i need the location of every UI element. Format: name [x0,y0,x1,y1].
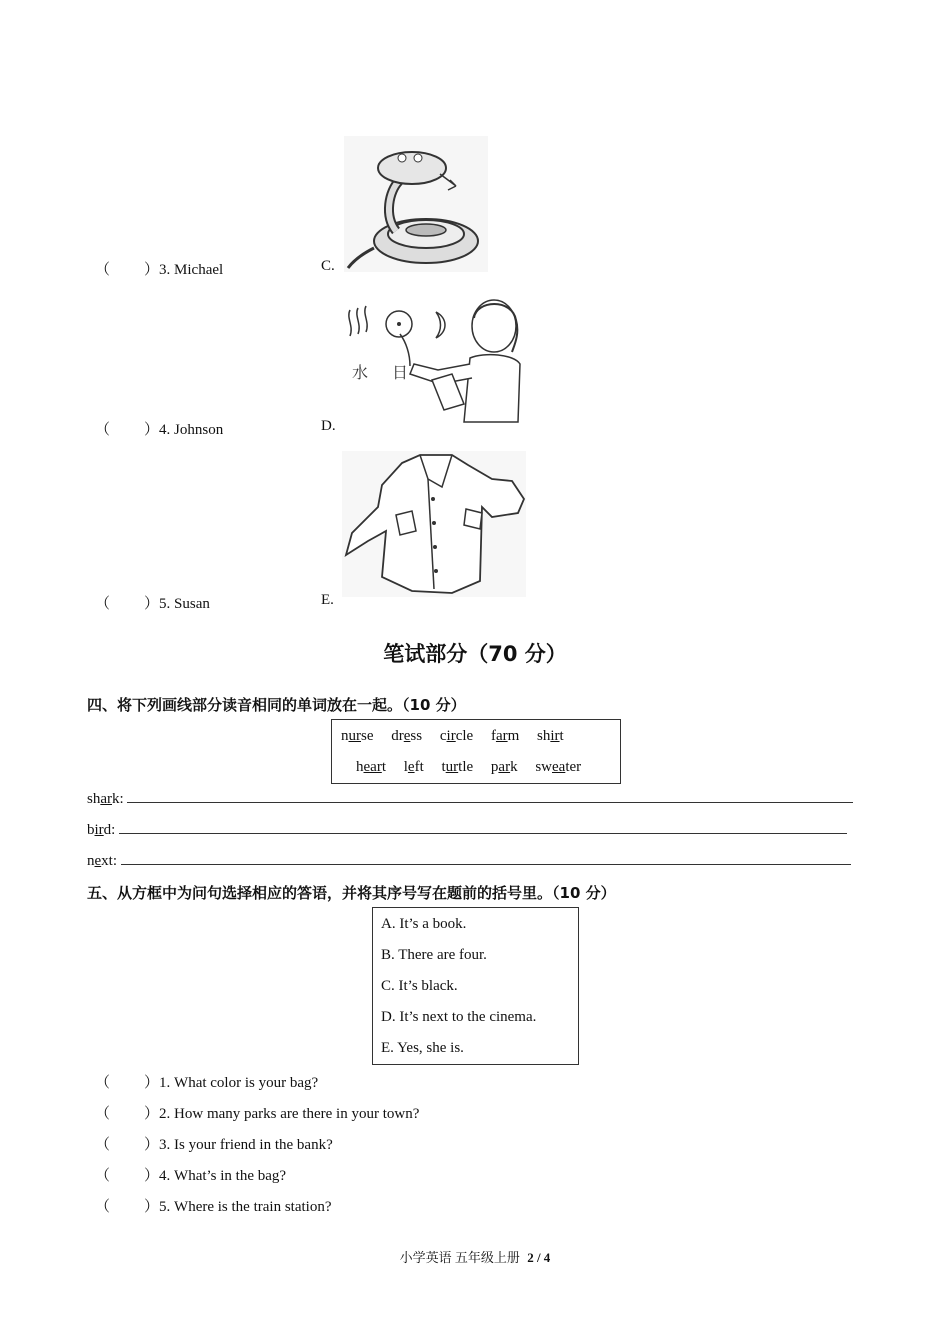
answer-line-shark: shark: [87,790,853,808]
question-2: （ ）2. How many parks are there in your town? [95,1106,420,1122]
match-name: 5. Susan [159,596,210,612]
section5-title: 五、从方框中为问句选择相应的答语，并将其序号写在题前的括号里。（10 分） [87,884,616,902]
options-box [372,907,579,1065]
question-3: （ ）3. Is your friend in the bank? [95,1137,333,1153]
blank-line[interactable] [121,852,851,865]
match-letter: D. [321,418,336,434]
question-text: 3. Is your friend in the bank? [159,1137,333,1153]
word: circle [439,728,474,744]
option-d: D. It’s next to the cinema. [381,1009,537,1025]
question-5: （ ）5. Where is the train station? [95,1199,332,1215]
shirt-picture [342,451,526,597]
question-text: 2. How many parks are there in your town? [159,1106,420,1122]
match-letter: C. [321,258,335,274]
word-row-1 [341,728,564,745]
option-e: E. Yes, she is. [381,1040,464,1056]
option-b: B. There are four. [381,947,487,963]
section4-title: 四、将下列画线部分读音相同的单词放在一起。（10 分） [87,696,466,714]
match-name: 3. Michael [159,262,224,278]
snake-picture [344,136,488,272]
word: park [490,759,518,775]
word: nurse [341,728,374,744]
match-name: 4. Johnson [159,422,224,438]
answer-line-next: next: [87,852,851,870]
page-footer [0,1247,950,1266]
question-text: 1. What color is your bag? [159,1075,319,1091]
word-row-2 [356,759,581,776]
question-4: （ ）4. What’s in the bag? [95,1168,287,1184]
word: sweater [535,759,582,775]
word-box [331,719,621,784]
char-water: 水 [352,363,369,382]
answer-line-bird: bird: [87,821,847,839]
word: shirt [537,728,564,744]
word: heart [356,759,386,775]
word: dress [391,728,423,744]
option-c: C. It’s black. [381,978,458,994]
blank-line[interactable] [127,790,853,803]
match-item-3: （ ）3. Michael [95,262,224,278]
page-number: 2 / 4 [527,1250,551,1265]
question-text: 4. What’s in the bag? [159,1168,287,1184]
match-item-5: （ ）5. Susan [95,596,210,612]
question-text: 5. Where is the train station? [159,1199,332,1215]
option-a: A. It’s a book. [381,916,467,932]
blank-line[interactable] [119,821,847,834]
footer-text: 小学英语 五年级上册 [399,1250,520,1265]
char-sun: 日 [392,363,409,382]
question-1: （ ）1. What color is your bag? [95,1075,319,1091]
word: turtle [441,759,474,775]
match-letter: E. [321,592,334,608]
written-part-title: 笔试部分（70 分） [383,642,567,666]
word: farm [490,728,520,744]
teacher-picture [344,294,524,424]
word: left [403,759,424,775]
match-item-4: （ ）4. Johnson [95,422,224,438]
